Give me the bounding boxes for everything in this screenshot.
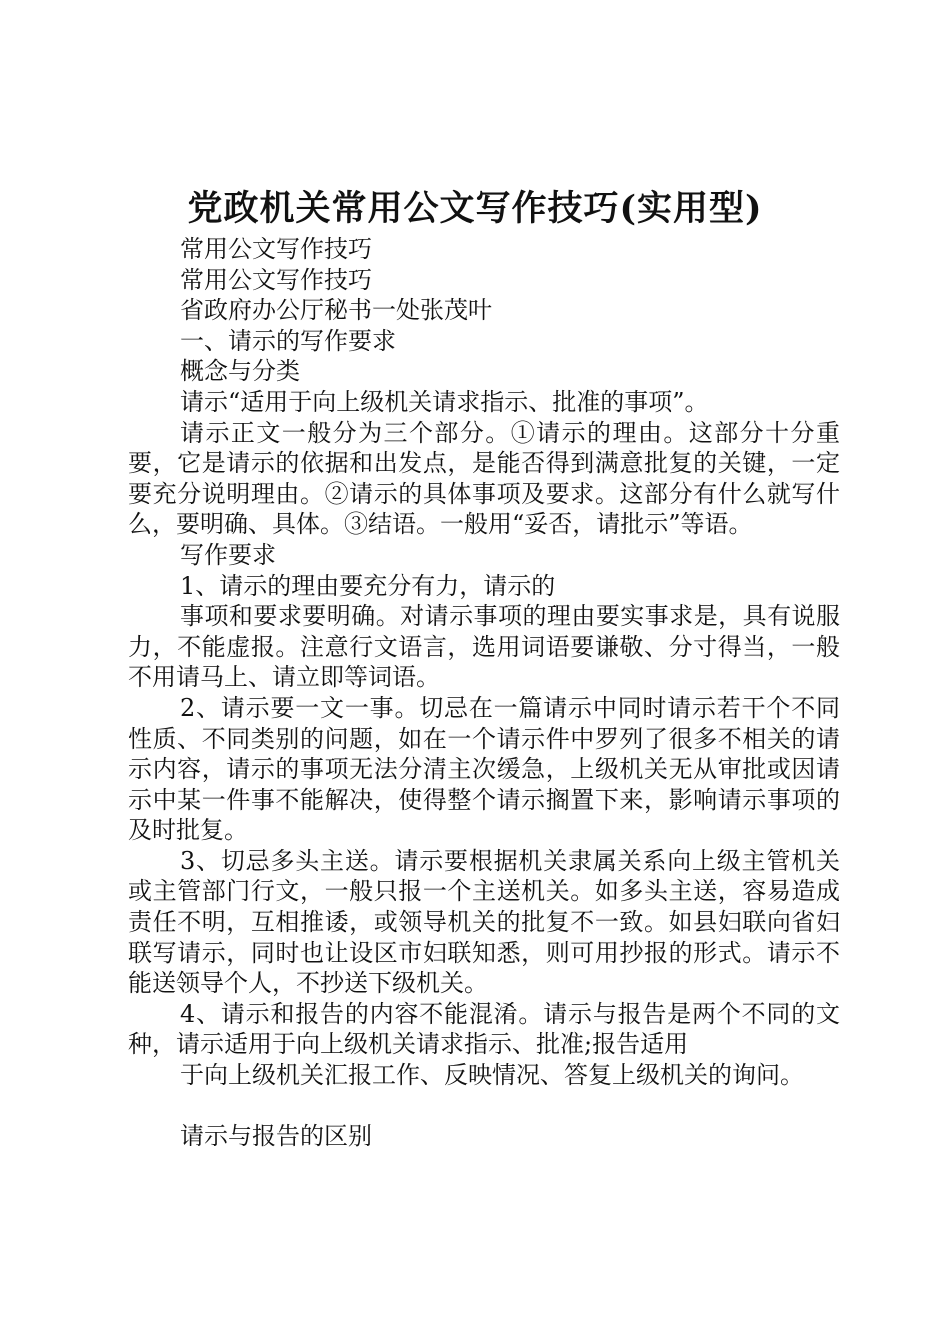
- body-paragraph: 3、切忌多头主送。请示要根据机关隶属关系向上级主管机关或主管部门行文，一般只报一个主送机关。如多头主送，容易造成责任不明，互相推诿，或领导机关的批复不一致。如县妇联向省妇联写请示，同时也让设区市妇联知悉，则可用抄报的形式。请示不能送领导个人，不抄送下级机关。: [128, 846, 840, 998]
- document-body: [128, 234, 840, 1151]
- author-line: 省政府办公厅秘书一处张茂叶: [180, 296, 492, 325]
- body-paragraph: 事项和要求要明确。对请示事项的理由要实事求是，具有说服力，不能虚报。注意行文语言，选用词语要谦敬、分寸得当，一般不用请马上、请立即等词语。: [128, 602, 840, 692]
- body-paragraph: 1、请示的理由要充分有力，请示的: [180, 571, 556, 600]
- subtitle-line: 常用公文写作技巧: [180, 235, 372, 263]
- body-paragraph: 请示正文一般分为三个部分。①请示的理由。这部分十分重要，它是请示的依据和出发点，是能否得到满意批复的关键，一定要充分说明理由。②请示的具体事项及要求。这部分有什么就写什么，要明确、具体。③结语。一般用“妥否，请批示”等语。: [128, 418, 840, 539]
- section-heading: 一、请示的写作要求: [180, 326, 396, 355]
- document-title: 党政机关常用公文写作技巧(实用型): [187, 188, 763, 229]
- body-paragraph: 请示“适用于向上级机关请求指示、批准的事项”。: [180, 387, 709, 416]
- subsection-heading: 写作要求: [180, 540, 276, 569]
- subtitle-line: 常用公文写作技巧: [180, 265, 372, 294]
- subsection-heading: 概念与分类: [180, 357, 300, 386]
- body-paragraph: 2、请示要一文一事。切忌在一篇请示中同时请示若干个不同性质、不同类别的问题，如在一个请示件中罗列了很多不相关的请示内容，请示的事项无法分清主次缓急，上级机关无从审批或因请示中某一件事不能解决，使得整个请示搁置下来，影响请示事项的及时批复。: [128, 693, 840, 845]
- body-paragraph: 4、请示和报告的内容不能混淆。请示与报告是两个不同的文种，请示适用于向上级机关请求指示、批准;报告适用: [128, 999, 840, 1059]
- body-paragraph: 于向上级机关汇报工作、反映情况、答复上级机关的询问。: [180, 1061, 804, 1090]
- subsection-heading: 请示与报告的区别: [180, 1121, 372, 1150]
